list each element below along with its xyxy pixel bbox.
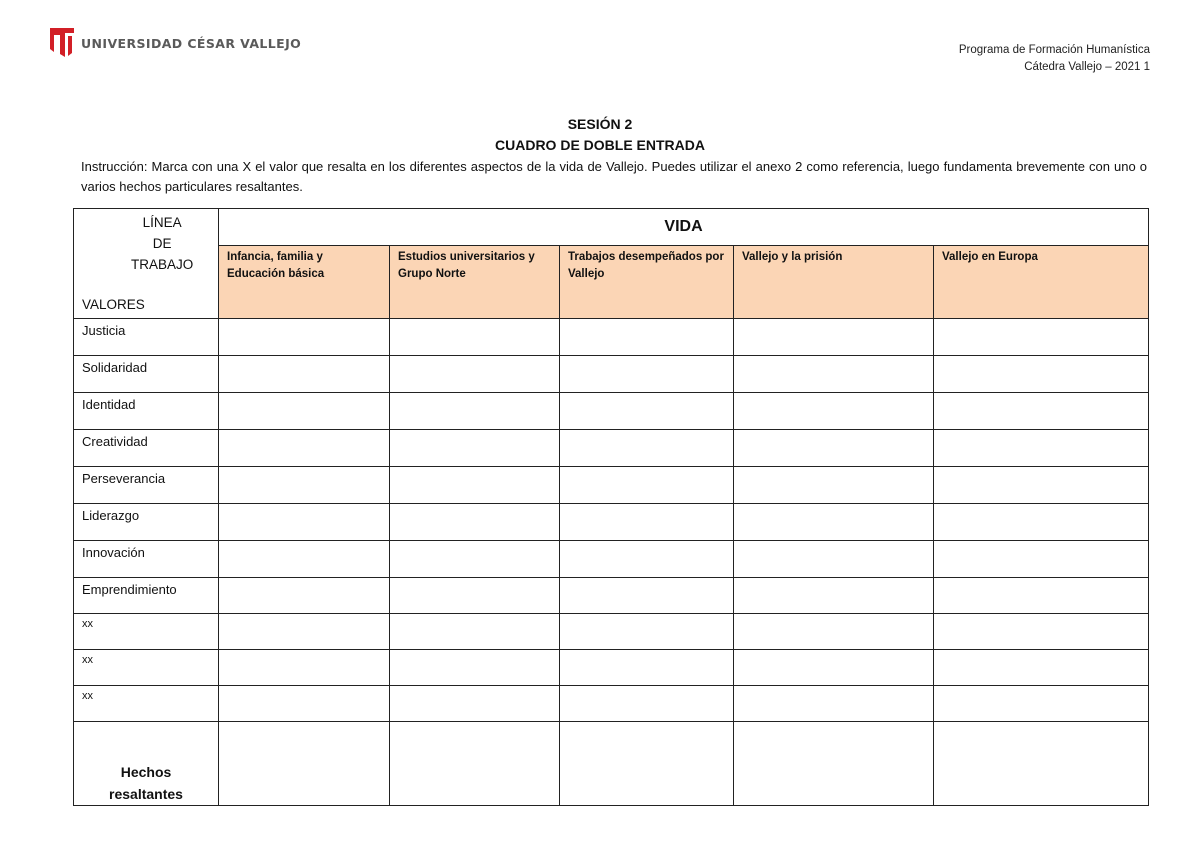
table-cell[interactable] <box>390 541 560 578</box>
table-cell[interactable] <box>390 356 560 393</box>
table-row <box>74 430 1149 467</box>
table-cell[interactable] <box>390 504 560 541</box>
table-cell[interactable] <box>934 541 1149 578</box>
table-cell[interactable] <box>560 686 734 722</box>
table-row <box>74 319 1149 356</box>
table-cell[interactable] <box>734 614 934 650</box>
double-entry-table <box>73 208 1149 806</box>
table-cell[interactable] <box>934 650 1149 686</box>
table-cell[interactable] <box>219 467 390 504</box>
table-row <box>74 650 1149 686</box>
corner-valores: VALORES <box>82 297 145 312</box>
row-label: xx <box>74 686 219 722</box>
table-cell[interactable] <box>734 650 934 686</box>
university-name: UNIVERSIDAD CÉSAR VALLEJO <box>81 35 302 51</box>
table-cell[interactable] <box>560 356 734 393</box>
table-cell[interactable] <box>934 722 1149 806</box>
table-cell[interactable] <box>934 467 1149 504</box>
table-cell[interactable] <box>934 504 1149 541</box>
table-cell[interactable] <box>560 467 734 504</box>
table-cell[interactable] <box>219 614 390 650</box>
hechos-line-1: Hechos <box>120 764 172 780</box>
table-row <box>74 578 1149 614</box>
table-cell[interactable] <box>560 430 734 467</box>
table-cell[interactable] <box>934 356 1149 393</box>
table-cell[interactable] <box>219 356 390 393</box>
table-cell[interactable] <box>734 356 934 393</box>
table-cell[interactable] <box>390 686 560 722</box>
row-label: Solidaridad <box>74 356 219 393</box>
table-cell[interactable] <box>934 614 1149 650</box>
row-label: Liderazgo <box>74 504 219 541</box>
table-row <box>74 541 1149 578</box>
row-label: Perseverancia <box>74 467 219 504</box>
table-cell[interactable] <box>219 393 390 430</box>
table-cell[interactable] <box>390 467 560 504</box>
table-cell[interactable] <box>390 430 560 467</box>
row-label: Creatividad <box>74 430 219 467</box>
table-cell[interactable] <box>390 614 560 650</box>
table-cell[interactable] <box>934 393 1149 430</box>
table-cell[interactable] <box>734 541 934 578</box>
table-row <box>74 393 1149 430</box>
table-cell[interactable] <box>219 504 390 541</box>
table-cell[interactable] <box>390 650 560 686</box>
table-cell[interactable] <box>734 722 934 806</box>
row-label: xx <box>74 614 219 650</box>
corner-de: DE <box>152 236 172 251</box>
table-cell[interactable] <box>560 614 734 650</box>
table-cell[interactable] <box>390 578 560 614</box>
table-cell[interactable] <box>934 319 1149 356</box>
table-cell[interactable] <box>734 319 934 356</box>
table-cell[interactable] <box>734 467 934 504</box>
hechos-row <box>74 722 1149 806</box>
program-name: Programa de Formación Humanística <box>958 44 1150 56</box>
table-cell[interactable] <box>560 504 734 541</box>
table-row <box>74 356 1149 393</box>
hechos-label <box>74 722 219 806</box>
column-header: Vallejo y la prisión <box>734 246 934 319</box>
table-cell[interactable] <box>934 430 1149 467</box>
program-header <box>959 42 1150 76</box>
table-cell[interactable] <box>560 541 734 578</box>
university-logo <box>49 26 301 58</box>
table-row <box>74 504 1149 541</box>
table-cell[interactable] <box>219 430 390 467</box>
column-header: Estudios universitarios y Grupo Norte <box>390 246 560 319</box>
catedra-label: Cátedra Vallejo – 2021 1 <box>1024 61 1150 73</box>
hechos-line-2: resaltantes <box>109 786 183 802</box>
table-row <box>74 614 1149 650</box>
corner-trabajo: TRABAJO <box>131 257 194 272</box>
table-cell[interactable] <box>734 578 934 614</box>
column-header: Vallejo en Europa <box>934 246 1149 319</box>
table-row <box>74 686 1149 722</box>
table-cell[interactable] <box>390 393 560 430</box>
row-label: Justicia <box>74 319 219 356</box>
column-header: Trabajos desempeñados por Vallejo <box>560 246 734 319</box>
instruction-text: Instrucción: Marca con una X el valor que resalta en los diferentes aspectos de la vida de Vallejo. Puedes utilizar el anexo 2 como referencia, luego fundamenta brevemente con uno o varios hechos particulares resaltantes. <box>81 159 1147 194</box>
column-header: Infancia, familia y Educación básica <box>219 246 390 319</box>
table-cell[interactable] <box>390 722 560 806</box>
vida-header: VIDA <box>219 209 1149 246</box>
table-cell[interactable] <box>734 430 934 467</box>
table-row <box>74 467 1149 504</box>
table-cell[interactable] <box>734 393 934 430</box>
table-cell[interactable] <box>390 319 560 356</box>
table-cell[interactable] <box>219 578 390 614</box>
table-cell[interactable] <box>560 319 734 356</box>
row-label: Innovación <box>74 541 219 578</box>
corner-cell <box>74 209 219 319</box>
table-cell[interactable] <box>560 650 734 686</box>
table-cell[interactable] <box>219 686 390 722</box>
session-title: SESIÓN 2 <box>567 116 633 132</box>
corner-linea: LÍNEA <box>142 215 182 230</box>
table-cell[interactable] <box>560 578 734 614</box>
document-subtitle: CUADRO DE DOBLE ENTRADA <box>495 137 705 153</box>
table-cell[interactable] <box>734 504 934 541</box>
row-label: Emprendimiento <box>74 578 219 614</box>
table-cell[interactable] <box>934 686 1149 722</box>
ucv-shield-icon <box>49 26 75 58</box>
table-cell[interactable] <box>219 650 390 686</box>
row-label: Identidad <box>74 393 219 430</box>
row-label: xx <box>74 650 219 686</box>
table-cell[interactable] <box>219 722 390 806</box>
table-cell[interactable] <box>934 578 1149 614</box>
table-cell[interactable] <box>219 541 390 578</box>
table-cell[interactable] <box>560 393 734 430</box>
table-cell[interactable] <box>560 722 734 806</box>
table-cell[interactable] <box>734 686 934 722</box>
table-cell[interactable] <box>219 319 390 356</box>
